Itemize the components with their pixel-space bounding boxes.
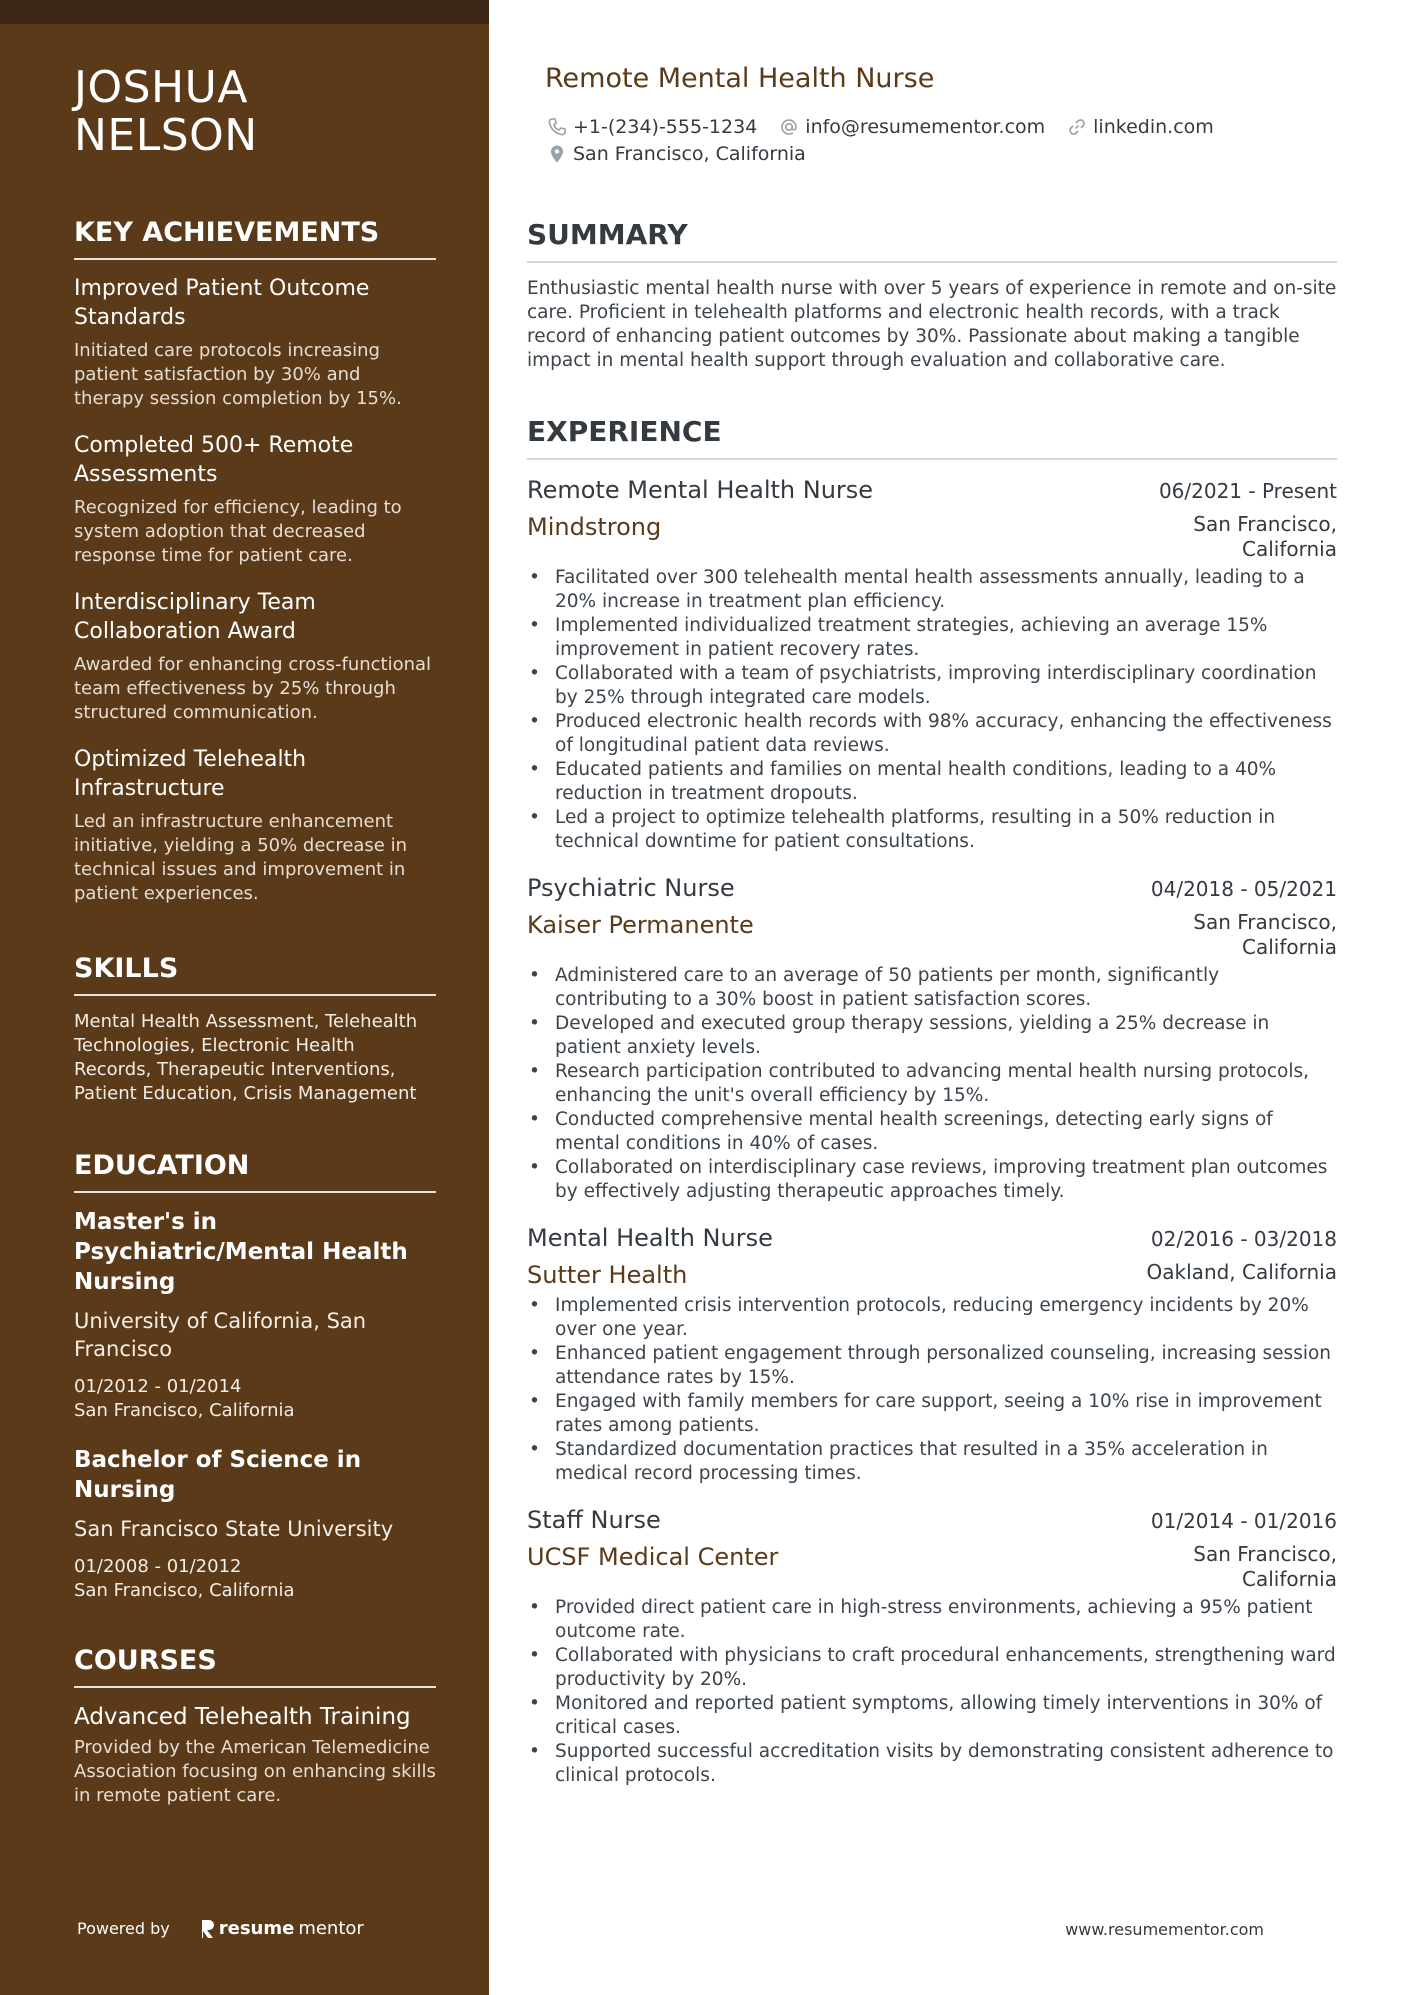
job-location: San Francisco, California <box>1193 910 1337 959</box>
course-title: Advanced Telehealth Training <box>74 1704 411 1730</box>
job-location: San Francisco, California <box>1193 1542 1337 1591</box>
education-dates: 01/2012 - 01/2014 <box>74 1376 242 1397</box>
at-icon <box>779 117 799 137</box>
brand-mark-icon <box>200 1919 215 1939</box>
job-bullet: • Supported successful accreditation visits by demonstrating consistent adherence to clinical protocols. <box>527 1740 1337 1788</box>
job-bullets <box>527 566 1337 854</box>
education-school: San Francisco State University <box>74 1517 394 1541</box>
job-bullet: • Collaborated with a team of psychiatrists, improving interdisciplinary coordination by 25% through integrated care models. <box>527 662 1337 710</box>
achievement-title: Completed 500+ Remote Assessments <box>74 433 354 487</box>
location-contact <box>547 143 806 165</box>
achievement-item <box>74 588 436 725</box>
job-bullet: • Produced electronic health records with 98% accuracy, enhancing the effectiveness of longitudinal patient data reviews. <box>527 710 1337 758</box>
achievements-heading: KEY ACHIEVEMENTS <box>74 216 436 260</box>
job-bullet: • Engaged with family members for care support, seeing a 10% rise in improvement rates among patients. <box>527 1390 1337 1438</box>
course-desc: Provided by the American Telemedicine Association focusing on enhancing skills in remote patient care. <box>74 1737 436 1806</box>
education-item <box>74 1207 436 1423</box>
job-dates: 01/2014 - 01/2016 <box>1150 1509 1337 1533</box>
job-bullet: • Led a project to optimize telehealth platforms, resulting in a 50% reduction in technical downtime for patient consultations. <box>527 806 1337 854</box>
achievement-title: Optimized Telehealth Infrastructure <box>74 747 307 801</box>
linkedin-url: linkedin.com <box>1093 115 1214 138</box>
education-degree: Master's in Psychiatric/Mental Health Nursing <box>74 1209 408 1295</box>
link-icon <box>1067 117 1087 137</box>
job-company: Mindstrong <box>527 513 662 541</box>
education-dates: 01/2008 - 01/2012 <box>74 1556 242 1577</box>
job-company: UCSF Medical Center <box>527 1543 779 1571</box>
education-item <box>74 1445 436 1603</box>
location-text: San Francisco, California <box>573 142 806 165</box>
job-bullet: • Research participation contributed to advancing mental health nursing protocols, enhancing the unit's overall efficiency by 15%. <box>527 1060 1337 1108</box>
job-bullet: • Monitored and reported patient symptoms, allowing timely interventions in 30% of critical cases. <box>527 1692 1337 1740</box>
achievement-desc: Recognized for efficiency, leading to system adoption that decreased response time for patient care. <box>74 497 402 566</box>
education-meta <box>74 1555 436 1603</box>
achievements-section <box>74 216 436 926</box>
job-bullet: • Provided direct patient care in high-stress environments, achieving a 95% patient outcome rate. <box>527 1596 1337 1644</box>
achievement-title: Improved Patient Outcome Standards <box>74 276 370 330</box>
education-degree: Bachelor of Science in Nursing <box>74 1447 362 1503</box>
job-company: Kaiser Permanente <box>527 911 754 939</box>
achievement-item <box>74 431 436 568</box>
job-bullet: • Enhanced patient engagement through personalized counseling, increasing session attendance rates by 15%. <box>527 1342 1337 1390</box>
job-entry <box>527 474 1337 854</box>
job-role: Psychiatric Nurse <box>527 874 735 902</box>
main-content <box>527 0 1337 1995</box>
achievement-desc: Initiated care protocols increasing patient satisfaction by 30% and therapy session completion by 15%. <box>74 340 402 409</box>
job-entry <box>527 1222 1337 1486</box>
powered-by-label: Powered by <box>77 1919 170 1938</box>
contact-row <box>547 113 1327 140</box>
target-job-title: Remote Mental Health Nurse <box>545 63 935 94</box>
job-location: Oakland, California <box>1146 1260 1337 1284</box>
job-bullet: • Collaborated with physicians to craft procedural enhancements, strengthening ward productivity by 20%. <box>527 1644 1337 1692</box>
job-bullet: • Conducted comprehensive mental health screenings, detecting early signs of mental conditions in 40% of cases. <box>527 1108 1337 1156</box>
job-role: Remote Mental Health Nurse <box>527 476 874 504</box>
email-contact[interactable] <box>779 116 1045 138</box>
courses-section <box>74 1644 436 1808</box>
job-entry <box>527 872 1337 1204</box>
brand-logo[interactable] <box>200 1918 364 1939</box>
job-bullets <box>527 964 1337 1204</box>
contact-row <box>547 140 1327 167</box>
linkedin-contact[interactable] <box>1067 116 1214 138</box>
job-role: Staff Nurse <box>527 1506 661 1534</box>
achievement-title: Interdisciplinary Team Collaboration Award <box>74 590 316 644</box>
education-meta <box>74 1375 436 1423</box>
job-entry <box>527 1504 1337 1788</box>
achievement-item <box>74 274 436 411</box>
job-dates: 04/2018 - 05/2021 <box>1150 877 1337 901</box>
skills-section <box>74 952 436 1106</box>
education-section <box>74 1149 436 1625</box>
summary-text: Enthusiastic mental health nurse with over 5 years of experience in remote and on-site care. Proficient in telehealth platforms and electronic health records, with a track record of enhancing patient outcomes by 30%. Passionate about making a tangible impact in mental health support through evaluation and collaborative care. <box>527 278 1337 371</box>
phone-icon <box>547 117 567 137</box>
map-pin-icon <box>547 144 567 164</box>
education-location: San Francisco, California <box>74 1400 295 1421</box>
job-location: San Francisco, California <box>1193 512 1337 561</box>
job-bullet: • Standardized documentation practices that resulted in a 35% acceleration in medical record processing times. <box>527 1438 1337 1486</box>
job-bullet: • Administered care to an average of 50 patients per month, significantly contributing to a 30% boost in patient satisfaction scores. <box>527 964 1337 1012</box>
last-name: NELSON <box>74 110 258 161</box>
job-role: Mental Health Nurse <box>527 1224 773 1252</box>
courses-heading: COURSES <box>74 1644 436 1688</box>
achievement-item <box>74 745 436 906</box>
education-location: San Francisco, California <box>74 1580 295 1601</box>
first-name: JOSHUA <box>74 62 248 113</box>
phone-contact[interactable] <box>547 116 757 138</box>
job-bullets <box>527 1294 1337 1486</box>
sidebar <box>0 0 489 1995</box>
job-bullet: • Developed and executed group therapy sessions, yielding a 25% decrease in patient anxiety levels. <box>527 1012 1337 1060</box>
experience-heading: EXPERIENCE <box>527 414 1337 460</box>
footer-site-link[interactable]: www.resumementor.com <box>1065 1920 1264 1939</box>
summary-heading: SUMMARY <box>527 217 1337 263</box>
job-dates: 02/2016 - 03/2018 <box>1150 1227 1337 1251</box>
achievement-desc: Awarded for enhancing cross-functional team effectiveness by 25% through structured communication. <box>74 654 432 723</box>
job-dates: 06/2021 - Present <box>1158 479 1337 503</box>
job-bullets <box>527 1596 1337 1788</box>
job-company: Sutter Health <box>527 1261 688 1289</box>
sidebar-top-bar <box>0 0 489 24</box>
brand-bold: resume <box>218 1918 295 1939</box>
job-bullet: • Implemented individualized treatment strategies, achieving an average 15% improvement in patient recovery rates. <box>527 614 1337 662</box>
candidate-name <box>74 64 258 160</box>
job-bullet: • Collaborated on interdisciplinary case reviews, improving treatment plan outcomes by effectively adjusting therapeutic approaches timely. <box>527 1156 1337 1204</box>
job-bullet: • Facilitated over 300 telehealth mental health assessments annually, leading to a 20% increase in treatment plan efficiency. <box>527 566 1337 614</box>
job-bullet: • Implemented crisis intervention protocols, reducing emergency incidents by 20% over one year. <box>527 1294 1337 1342</box>
contact-info <box>547 113 1327 167</box>
email-address: info@resumementor.com <box>805 115 1046 138</box>
education-school: University of California, San Francisco <box>74 1309 367 1361</box>
skills-list: Mental Health Assessment, Telehealth Technologies, Electronic Health Records, Therapeutic Interventions, Patient Education, Crisis Management <box>74 1011 418 1104</box>
education-heading: EDUCATION <box>74 1149 436 1193</box>
powered-by <box>77 1918 364 1939</box>
course-item <box>74 1702 436 1808</box>
achievement-desc: Led an infrastructure enhancement initiative, yielding a 50% decrease in technical issues and improvement in patient experiences. <box>74 811 408 904</box>
job-bullet: • Educated patients and families on mental health conditions, leading to a 40% reduction in treatment dropouts. <box>527 758 1337 806</box>
brand-regular: mentor <box>298 1918 364 1939</box>
phone-number: +1-(234)-555-1234 <box>573 115 758 138</box>
experience-section <box>527 414 1337 1806</box>
summary-section <box>527 217 1337 373</box>
skills-heading: SKILLS <box>74 952 436 996</box>
